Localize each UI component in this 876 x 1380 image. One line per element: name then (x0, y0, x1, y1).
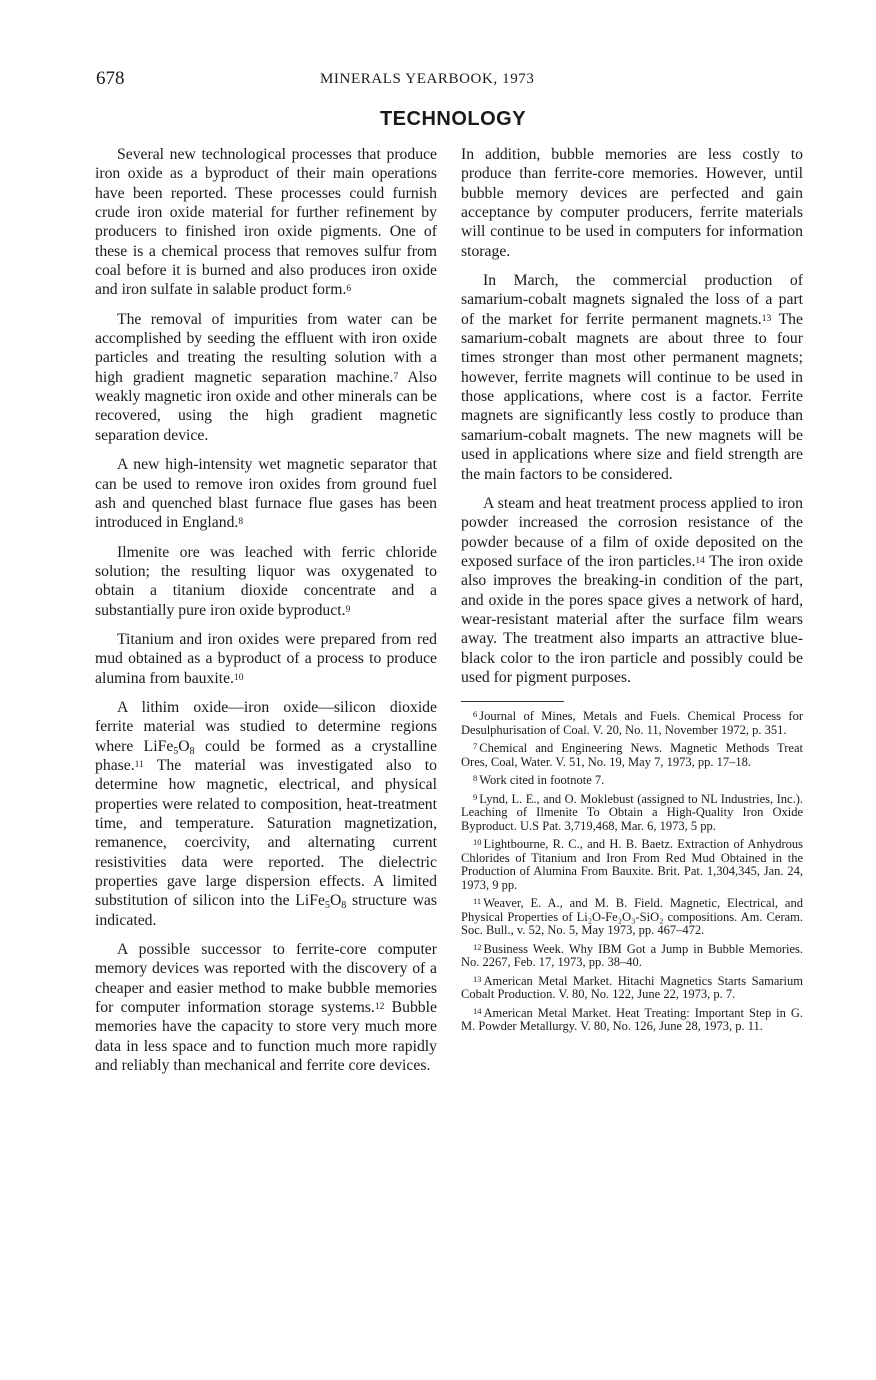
footnote-ref: 12 (374, 1002, 385, 1013)
left-column (95, 145, 437, 1085)
footnote-ref: 10 (233, 672, 244, 683)
footnote-divider (461, 701, 564, 702)
running-head: MINERALS YEARBOOK, 1973 (320, 71, 535, 87)
footnote: $^{11}$ Weaver, E. A., and M. B. Field. Magnetic, Electrical, and Physical Properties of Li₂O-Fe₂O₃-SiO₂ compositions. Am. Ceram. Soc. Bull., v. 52, No. 5, May 1973, pp. 467–472. (461, 896, 803, 938)
paragraph-wet-magnetic-separator: A new high-intensity wet magnetic separator that can be used to remove iron oxides from ground fuel ash and quenched blast furnace flue gases has been introduced in England.8 (95, 456, 437, 532)
paragraph-bubble-continued: In addition, bubble memories are less costly to produce than ferrite-core memories. However, until bubble memory devices are perfected and gain acceptance by computer producers, ferrite materials will continue to be used in computers for information storage. (461, 146, 803, 260)
footnote-ref: 9 (345, 604, 351, 615)
paragraph-samarium-cobalt: In March, the commercial production of samarium-cobalt magnets signaled the loss of a part of the market for ferrite permanent magnets.13 The samarium-cobalt magnets are about three to four times stronger than most other permanent magnets; however, ferrite magnets will continue to be used in those applications, where cost is a factor. Ferrite magnets are significantly less costly to produce than samarium-cobalt magnets. The new magnets will be used in applications where size and field strength are the main factors to be considered. (461, 272, 803, 483)
paragraph-red-mud: Titanium and iron oxides were prepared from red mud obtained as a byproduct of a process to produce alumina from bauxite.10 (95, 630, 437, 687)
footnote: $^8$ Work cited in footnote 7. (473, 773, 605, 788)
footnote: $^{10}$ Lightbourne, R. C., and H. B. Baetz. Extraction of Anhydrous Chlorides of Titanium and Iron From Red Mud Obtained in the Production of Alumina From Bauxite. Brit. Pat. 1,304,345, Jan. 24, 1973, 9 pp. (461, 837, 803, 892)
footnote: $^{12}$ Business Week. Why IBM Got a Jump in Bubble Memories. No. 2267, Feb. 17, 1973, pp. 38–40. (461, 941, 803, 970)
footnote-ref: 7 (393, 371, 399, 382)
footnote: $^9$ Lynd, L. E., and O. Moklebust (assigned to NL Industries, Inc.). Leaching of Ilmenite To Obtain a High-Quality Iron Oxide Byproduct. U.S Pat. 3,719,468, Mar. 6, 1973, 5 pp. (461, 791, 803, 833)
section-title: TECHNOLOGY (379, 108, 527, 130)
footnote-ref: 13 (761, 313, 772, 324)
paragraph-bubble-memories: A possible successor to ferrite-core computer memory devices was reported with the discovery of a cheaper and easier method to make bubble memories for computer information storage systems.12 Bubble memories have the capacity to store very much more data in less space and to function much more rapidly and reliably than mechanical and ferrite core devices. (95, 941, 437, 1075)
paragraph-ilmenite: Ilmenite ore was leached with ferric chloride solution; the resulting liquor was oxygenated to obtain a titanium dioxide concentrate and a substantially pure iron oxide byproduct.9 (95, 543, 437, 619)
paragraph-lithium-ferrite: A lithim oxide—iron oxide—silicon dioxide ferrite material was studied to determine regions where $LiFe_5O_8$ could be formed as a crystalline phase.11 The material was investigated also to determine how magnetic, electrical, and physical properties were related to composition, heat-treatment time, and temperature. Saturation magnetization, remanence, coercivity, and alternating current resistivities data were reported. The dielectric properties gave large dispersion effects. A limited substitution of silicon into the $LiFe_5O_8$ structure was indicated. (95, 698, 438, 929)
footnote-ref: 6 (346, 284, 352, 295)
footnote: $^{13}$ American Metal Market. Hitachi Magnetics Starts Samarium Cobalt Production. V. 80, No. 122, June 22, 1973, p. 7. (461, 973, 803, 1002)
footnote: $^6$ Journal of Mines, Metals and Fuels. Chemical Process for Desulphurisation of Coal. V. 20, No. 11, November 1972, p. 351. (461, 709, 803, 737)
footnote-ref: 14 (695, 555, 705, 566)
footnotes (461, 710, 803, 1034)
footnote-ref: 8 (238, 517, 244, 528)
page-number: 678 (96, 68, 125, 89)
paragraph-water-impurities: The removal of impurities from water can be accomplished by seeding the effluent with iron oxide particles and treating the resulting solution with a high gradient magnetic separation machine.7 Also weakly magnetic iron oxide and other minerals can be recovered, using the high gradient magnetic separation device. (95, 310, 437, 444)
footnote-ref: 11 (134, 759, 144, 770)
paragraph-coal-desulfurization: Several new technological processes that produce iron oxide as a byproduct of their main operations have been reported. These processes could furnish crude iron oxide material for further refinement by producers to finished iron oxide pigments. One of these is a chemical process that removes sulfur from coal before it is burned and also produces iron oxide and iron sulfate in salable product form.6 (95, 146, 437, 299)
footnote: $^{14}$ American Metal Market. Heat Treating: Important Step in G. M. Powder Metallurgy. V. 80, No. 126, June 28, 1973, p. 11. (461, 1005, 803, 1034)
paragraph-steam-treatment: A steam and heat treatment process applied to iron powder increased the corrosion resistance of the powder because of a film of oxide deposited on the exposed surface of the iron particles.14 The iron oxide also improves the breaking-in condition of the part, and oxide in the pores space gives a network of hard, wear-resistant material after the surface film wears away. The treatment also imparts an attractive blue-black color to the iron particle and possibly could be used for pigment purposes. (461, 494, 803, 686)
right-column (461, 145, 803, 1039)
footnote: $^7$ Chemical and Engineering News. Magnetic Methods Treat Ores, Coal, Water. V. 51, No. 19, May 7, 1973, pp. 17–18. (461, 741, 803, 769)
